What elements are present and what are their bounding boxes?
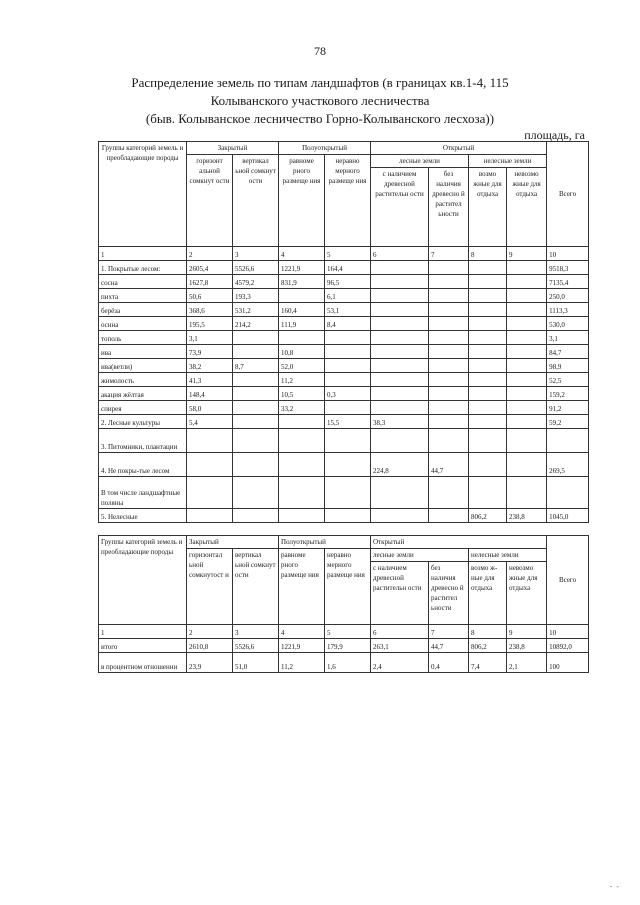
table-cell bbox=[429, 429, 469, 453]
table-cell bbox=[325, 477, 371, 509]
table-row bbox=[99, 373, 589, 387]
table-cell bbox=[547, 429, 589, 453]
table-cell bbox=[187, 509, 233, 523]
table-cell: 1045,0 bbox=[547, 509, 589, 523]
table-cell bbox=[279, 509, 325, 523]
table-cell: 164,4 bbox=[325, 261, 371, 275]
table-cell bbox=[371, 359, 429, 373]
table-cell bbox=[187, 429, 233, 453]
table-cell bbox=[371, 373, 429, 387]
table-row bbox=[99, 639, 589, 653]
document-title bbox=[40, 74, 600, 128]
header-possible-rest: возмо жные для отдыха bbox=[469, 168, 507, 247]
table-cell bbox=[429, 331, 469, 345]
table-cell bbox=[371, 509, 429, 523]
column-number-cell: 8 bbox=[469, 625, 507, 639]
table-row bbox=[99, 289, 589, 303]
table-cell bbox=[507, 317, 547, 331]
table-cell: 6,1 bbox=[325, 289, 371, 303]
header-impossible-rest: невозмо жные для отдыха bbox=[507, 168, 547, 247]
table-cell: 2,1 bbox=[507, 653, 547, 673]
table-cell bbox=[429, 303, 469, 317]
table-cell bbox=[469, 373, 507, 387]
table-cell: 2,4 bbox=[371, 653, 429, 673]
table-cell: 806,2 bbox=[469, 639, 507, 653]
header-without-vegetation: без наличия древесно й растител ьности bbox=[429, 168, 469, 247]
table-cell bbox=[507, 359, 547, 373]
table-cell: 530,0 bbox=[547, 317, 589, 331]
table-cell bbox=[469, 401, 507, 415]
table-cell bbox=[507, 345, 547, 359]
table-cell: 0,4 bbox=[429, 653, 469, 673]
header-uniform: равноме рного размеще ния bbox=[279, 549, 325, 625]
header-open: Открытый bbox=[371, 142, 547, 155]
header-forest-land: лесные земли bbox=[371, 155, 469, 168]
table-cell bbox=[325, 331, 371, 345]
header-forest-land: лесные земли bbox=[371, 549, 469, 562]
header-impossible-rest: невозмо жные для отдыха bbox=[507, 562, 547, 625]
table-row bbox=[99, 331, 589, 345]
table-row bbox=[99, 453, 589, 477]
header-without-vegetation: без наличия древесно й растител ьности bbox=[429, 562, 469, 625]
table-cell bbox=[371, 275, 429, 289]
table-cell: 1627,8 bbox=[187, 275, 233, 289]
table-row bbox=[99, 401, 589, 415]
table-cell bbox=[507, 331, 547, 345]
column-numbering-row bbox=[99, 625, 589, 639]
table-cell: 269,5 bbox=[547, 453, 589, 477]
header-with-vegetation: с наличием древесной растительн ости bbox=[371, 562, 429, 625]
table-cell bbox=[233, 387, 279, 401]
table-cell: 91,2 bbox=[547, 401, 589, 415]
table-cell: 5526,6 bbox=[233, 639, 279, 653]
row-label-cell: сосна bbox=[99, 275, 187, 289]
table-cell bbox=[325, 359, 371, 373]
table-cell: 10892,0 bbox=[547, 639, 589, 653]
row-label-cell: 1. Покрытые лесом: bbox=[99, 261, 187, 275]
table-cell: 1113,3 bbox=[547, 303, 589, 317]
table-cell: 98,9 bbox=[547, 359, 589, 373]
table-cell: 368,6 bbox=[187, 303, 233, 317]
row-label-cell: ива bbox=[99, 345, 187, 359]
table-cell bbox=[507, 303, 547, 317]
table-cell bbox=[507, 477, 547, 509]
table-cell bbox=[279, 429, 325, 453]
table-cell bbox=[469, 415, 507, 429]
table-cell: 15,5 bbox=[325, 415, 371, 429]
row-label-cell: 2. Лесные культуры bbox=[99, 415, 187, 429]
row-label-cell: 3. Питомники, плантации bbox=[99, 429, 187, 453]
table-cell: 4579,2 bbox=[233, 275, 279, 289]
table-cell bbox=[507, 373, 547, 387]
table-cell: 100 bbox=[547, 653, 589, 673]
column-number-cell: 7 bbox=[429, 247, 469, 261]
table-cell: 5526,6 bbox=[233, 261, 279, 275]
table-cell: 160,4 bbox=[279, 303, 325, 317]
row-label-cell: тополь bbox=[99, 331, 187, 345]
table-cell: 250,0 bbox=[547, 289, 589, 303]
table-cell: 8,7 bbox=[233, 359, 279, 373]
page-edge-mark: - - bbox=[609, 882, 620, 891]
table-cell bbox=[187, 453, 233, 477]
table-cell bbox=[429, 415, 469, 429]
table-row bbox=[99, 359, 589, 373]
table-cell bbox=[233, 401, 279, 415]
table-row bbox=[99, 261, 589, 275]
table-cell: 1,6 bbox=[325, 653, 371, 673]
unit-label: площадь, га bbox=[524, 128, 585, 142]
table-cell: 214,2 bbox=[233, 317, 279, 331]
table-cell: 52,0 bbox=[279, 359, 325, 373]
table-cell bbox=[233, 331, 279, 345]
table-cell bbox=[371, 331, 429, 345]
table-cell bbox=[469, 453, 507, 477]
table-cell bbox=[233, 373, 279, 387]
table-row bbox=[99, 317, 589, 331]
table-cell: 195,5 bbox=[187, 317, 233, 331]
header-total: Всего bbox=[547, 536, 589, 625]
table-cell bbox=[371, 429, 429, 453]
table-cell bbox=[371, 477, 429, 509]
table-cell: 38,2 bbox=[187, 359, 233, 373]
column-number-cell: 9 bbox=[507, 247, 547, 261]
table-cell: 50,6 bbox=[187, 289, 233, 303]
table-cell: 52,5 bbox=[547, 373, 589, 387]
header-nonforest-land: нелесные земли bbox=[469, 549, 547, 562]
table-cell: 806,2 bbox=[469, 509, 507, 523]
table-cell bbox=[429, 275, 469, 289]
page-number: 78 bbox=[314, 44, 326, 58]
table-cell: 3,1 bbox=[547, 331, 589, 345]
column-number-cell: 9 bbox=[507, 625, 547, 639]
table-cell: 5,4 bbox=[187, 415, 233, 429]
row-label-cell: спирея bbox=[99, 401, 187, 415]
header-nonforest-land: нелесные земли bbox=[469, 155, 547, 168]
table-cell bbox=[187, 477, 233, 509]
table-cell bbox=[279, 331, 325, 345]
column-number-cell: 8 bbox=[469, 247, 507, 261]
table-cell bbox=[469, 477, 507, 509]
table-cell: 263,1 bbox=[371, 639, 429, 653]
table-cell: 1221,9 bbox=[279, 639, 325, 653]
table-cell: 53,1 bbox=[325, 303, 371, 317]
table-row bbox=[99, 653, 589, 673]
table-cell bbox=[325, 429, 371, 453]
table-cell bbox=[233, 477, 279, 509]
table-cell bbox=[469, 303, 507, 317]
table-cell bbox=[507, 275, 547, 289]
table-cell: 10,8 bbox=[279, 345, 325, 359]
table-cell bbox=[429, 387, 469, 401]
table-cell bbox=[429, 359, 469, 373]
column-number-cell: 10 bbox=[547, 625, 589, 639]
column-number-cell: 10 bbox=[547, 247, 589, 261]
column-number-cell: 5 bbox=[325, 247, 371, 261]
row-label-cell: берёза bbox=[99, 303, 187, 317]
table-cell: 531,2 bbox=[233, 303, 279, 317]
column-numbering-row bbox=[99, 247, 589, 261]
row-label-cell: ива(ветли) bbox=[99, 359, 187, 373]
table-cell bbox=[429, 317, 469, 331]
table-cell bbox=[507, 387, 547, 401]
table-cell bbox=[507, 289, 547, 303]
row-label-cell: итого bbox=[99, 639, 187, 653]
table-row bbox=[99, 429, 589, 453]
header-open: Открытый bbox=[371, 536, 547, 549]
header-total: Всего bbox=[547, 142, 589, 247]
table-cell: 9518,3 bbox=[547, 261, 589, 275]
totals-table bbox=[98, 535, 589, 673]
header-nonuniform: неравно мерного размеще ния bbox=[325, 155, 371, 247]
title-line-1: Распределение земель по типам ландшафтов (в границах кв.1-4, 115 bbox=[131, 75, 509, 90]
table-cell: 51,0 bbox=[233, 653, 279, 673]
table-cell bbox=[469, 359, 507, 373]
column-number-cell: 3 bbox=[233, 625, 279, 639]
column-number-cell: 4 bbox=[279, 247, 325, 261]
row-label-cell: в процентном отношении bbox=[99, 653, 187, 673]
table2-body bbox=[99, 625, 589, 673]
table-row bbox=[99, 509, 589, 523]
table-cell bbox=[371, 317, 429, 331]
table-cell: 10,5 bbox=[279, 387, 325, 401]
table-cell: 44,7 bbox=[429, 639, 469, 653]
table-cell bbox=[469, 429, 507, 453]
table-cell: 179,9 bbox=[325, 639, 371, 653]
table-cell bbox=[233, 345, 279, 359]
table-cell bbox=[507, 261, 547, 275]
table-cell bbox=[371, 401, 429, 415]
column-number-cell: 3 bbox=[233, 247, 279, 261]
table-cell: 58,0 bbox=[187, 401, 233, 415]
row-label-cell: акация жёлтая bbox=[99, 387, 187, 401]
table-cell bbox=[371, 289, 429, 303]
header-possible-rest: возмо ж-ные для отдыха bbox=[469, 562, 507, 625]
table-row bbox=[99, 303, 589, 317]
column-number-cell: 1 bbox=[99, 247, 187, 261]
table-cell bbox=[429, 477, 469, 509]
table-cell bbox=[507, 401, 547, 415]
column-number-cell: 1 bbox=[99, 625, 187, 639]
table-cell bbox=[507, 429, 547, 453]
table-cell bbox=[325, 373, 371, 387]
table-cell: 7135,4 bbox=[547, 275, 589, 289]
table-cell: 96,5 bbox=[325, 275, 371, 289]
table-row bbox=[99, 387, 589, 401]
column-number-cell: 6 bbox=[371, 247, 429, 261]
column-number-cell: 5 bbox=[325, 625, 371, 639]
table-cell: 11,2 bbox=[279, 653, 325, 673]
header-half-open: Полуоткрытый bbox=[279, 142, 371, 155]
table-cell bbox=[325, 401, 371, 415]
header-with-vegetation: с наличием древесной растительн ости bbox=[371, 168, 429, 247]
table-cell: 224,8 bbox=[371, 453, 429, 477]
header-horizontal: горизонтал ьной сомкнутост и bbox=[187, 549, 233, 625]
header-uniform: равноме рного размеще ния bbox=[279, 155, 325, 247]
header-closed: Закрытый bbox=[187, 536, 279, 549]
table-cell bbox=[325, 509, 371, 523]
table-cell bbox=[233, 429, 279, 453]
table-cell: 38,3 bbox=[371, 415, 429, 429]
column-number-cell: 6 bbox=[371, 625, 429, 639]
table-cell bbox=[547, 477, 589, 509]
table-cell bbox=[507, 453, 547, 477]
table-cell bbox=[429, 509, 469, 523]
table-cell bbox=[233, 509, 279, 523]
landscape-distribution-table bbox=[98, 141, 589, 523]
table-row bbox=[99, 415, 589, 429]
table-cell bbox=[429, 373, 469, 387]
table-cell bbox=[279, 289, 325, 303]
table-cell: 7,4 bbox=[469, 653, 507, 673]
table-cell bbox=[469, 331, 507, 345]
row-label-cell: 4. Не покры-тые лесом bbox=[99, 453, 187, 477]
table-row bbox=[99, 345, 589, 359]
table1-body bbox=[99, 247, 589, 523]
table-cell bbox=[325, 345, 371, 359]
table-cell: 23,9 bbox=[187, 653, 233, 673]
table-cell: 59,2 bbox=[547, 415, 589, 429]
table-cell: 11,2 bbox=[279, 373, 325, 387]
table-cell bbox=[469, 275, 507, 289]
header-group: Группы категорий земель и преобладающие породы bbox=[99, 536, 187, 625]
table-cell: 33,2 bbox=[279, 401, 325, 415]
table-cell bbox=[325, 453, 371, 477]
column-number-cell: 7 bbox=[429, 625, 469, 639]
table-cell bbox=[469, 387, 507, 401]
table-cell: 148,4 bbox=[187, 387, 233, 401]
table-cell: 2605,4 bbox=[187, 261, 233, 275]
table-cell: 0,3 bbox=[325, 387, 371, 401]
table-cell bbox=[469, 261, 507, 275]
row-label-cell: осина bbox=[99, 317, 187, 331]
header-closed: Закрытый bbox=[187, 142, 279, 155]
table-cell: 2610,8 bbox=[187, 639, 233, 653]
table-cell: 8,4 bbox=[325, 317, 371, 331]
table-cell bbox=[233, 415, 279, 429]
column-number-cell: 2 bbox=[187, 247, 233, 261]
title-line-2: Колыванского участкового лесничества bbox=[210, 93, 430, 108]
table-cell: 44,7 bbox=[429, 453, 469, 477]
table-cell bbox=[279, 477, 325, 509]
header-half-open: Полуоткрытый bbox=[279, 536, 371, 549]
table-cell bbox=[429, 261, 469, 275]
table-cell: 73,9 bbox=[187, 345, 233, 359]
column-number-cell: 4 bbox=[279, 625, 325, 639]
table-cell bbox=[371, 303, 429, 317]
table-cell: 193,3 bbox=[233, 289, 279, 303]
table-cell bbox=[429, 345, 469, 359]
title-line-3: (быв. Колыванское лесничество Горно-Колыванского лесхоза)) bbox=[145, 111, 495, 126]
table-cell: 238,8 bbox=[507, 639, 547, 653]
row-label-cell: 5. Нелесные bbox=[99, 509, 187, 523]
table-cell bbox=[469, 289, 507, 303]
header-vertical: вертикал ьной сомкнут ости bbox=[233, 549, 279, 625]
table-cell: 831,9 bbox=[279, 275, 325, 289]
table-cell bbox=[469, 345, 507, 359]
table-cell: 3,1 bbox=[187, 331, 233, 345]
table-cell bbox=[371, 261, 429, 275]
header-nonuniform: неравно мерного размеще ния bbox=[325, 549, 371, 625]
table-cell: 111,9 bbox=[279, 317, 325, 331]
header-horizontal: горизонт альной сомкнут ости bbox=[187, 155, 233, 247]
table-cell bbox=[429, 401, 469, 415]
row-label-cell: жимолость bbox=[99, 373, 187, 387]
table-cell: 1221,9 bbox=[279, 261, 325, 275]
table-cell bbox=[371, 345, 429, 359]
row-label-cell: пихта bbox=[99, 289, 187, 303]
column-number-cell: 2 bbox=[187, 625, 233, 639]
header-group: Группы категорий земель и преобладающие породы bbox=[99, 142, 187, 247]
table-cell: 238,8 bbox=[507, 509, 547, 523]
row-label-cell: В том числе ландшафтные поляны bbox=[99, 477, 187, 509]
table-cell bbox=[469, 317, 507, 331]
table-cell bbox=[279, 415, 325, 429]
header-vertical: вертикал ьной сомкнут ости bbox=[233, 155, 279, 247]
table-cell bbox=[507, 415, 547, 429]
table-row bbox=[99, 275, 589, 289]
table-cell bbox=[371, 387, 429, 401]
table-row bbox=[99, 477, 589, 509]
table-cell bbox=[233, 453, 279, 477]
table-cell bbox=[429, 289, 469, 303]
table-cell bbox=[279, 453, 325, 477]
table-cell: 41,3 bbox=[187, 373, 233, 387]
table-cell: 159,2 bbox=[547, 387, 589, 401]
table-cell: 84,7 bbox=[547, 345, 589, 359]
